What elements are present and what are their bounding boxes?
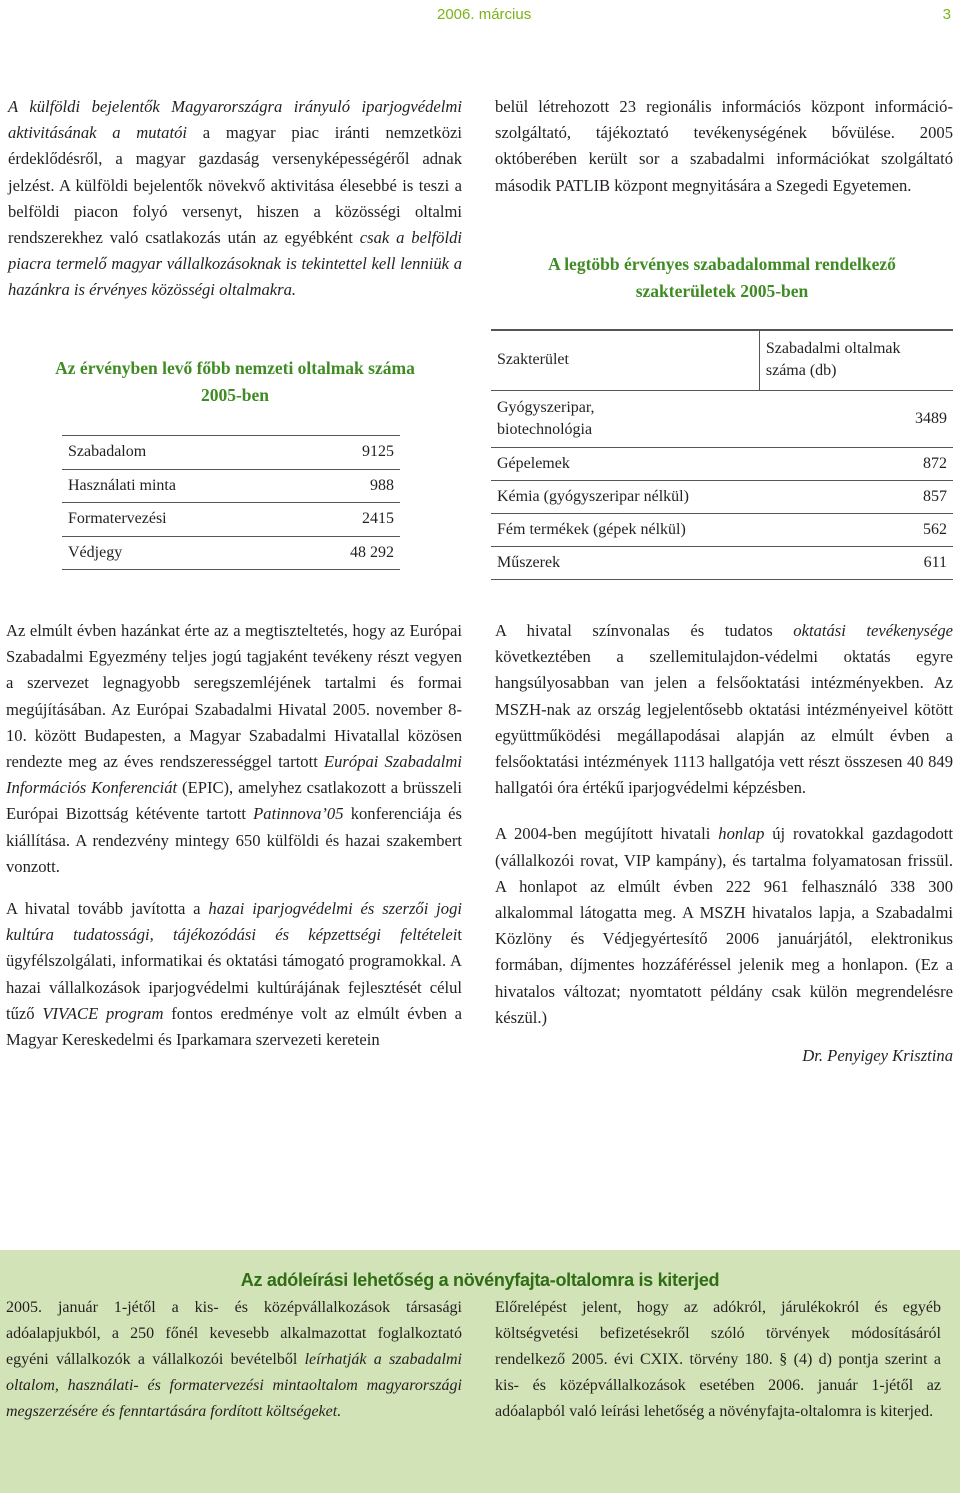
right-bottom-column bbox=[495, 618, 953, 1069]
table-row: Műszerek 611 bbox=[491, 546, 953, 579]
box-title: Az adóleírási lehetőség a növényfajta-oltalomra is kiterjed bbox=[240, 1270, 720, 1290]
table-row: Gépelemek 872 bbox=[491, 447, 953, 480]
table-row: Kémia (gyógyszeripar nélkül) 857 bbox=[491, 480, 953, 513]
left-top-column bbox=[8, 94, 462, 304]
right-top-column bbox=[495, 94, 953, 199]
fields-table bbox=[491, 329, 953, 580]
issue-date: 2006. március bbox=[437, 6, 532, 23]
vivace-paragraph: A hivatal tovább javította a hazai iparjogvédelmi és szerzői jogi kultúra tudatossági, tájékozódási és képzettségi feltételeit ügyfélszolgálati, informatikai és oktatási támogató programokkal. A hazai vállalkozások iparjogvédelmi kultúrájának fejlesztését célul tűző VIVACE program fontos eredménye volt az elmúlt évben a Magyar Kereskedelmi és Iparkamara szervezeti keretein bbox=[6, 899, 462, 1050]
table1-title: Az érvényben levő főbb nemzeti oltalmak száma 2005-ben bbox=[55, 358, 415, 405]
patlib-paragraph: belül létrehozott 23 regionális információs központ információ-szolgáltató, tájékoztató tevékenységének bővülése. 2005 októberében került sor a szabadalmi információkat szolgáltató második PATLIB központ megnyitására a Szegedi Egyetemen. bbox=[495, 97, 953, 195]
table-row: Használati minta 988 bbox=[62, 469, 400, 503]
protections-table bbox=[62, 435, 400, 570]
table-row: Formatervezési 2415 bbox=[62, 503, 400, 537]
intro-paragraph: A külföldi bejelentők Magyarországra irányuló iparjogvédelmi aktivitásának a mutatói a magyar piac iránti nemzetközi érdeklődésről, a magyar gazdaság versenyképességéről adnak jelzést. A külföldi bejelentők növekvő aktivitása élesebbé is teszi a belföldi piacon folyó versenyt, hiszen a közösségi oltalmi rendszerekhez való csatlakozás után az egyébként csak a belföldi piacra termelő magyar vállalkozásoknak is tekintettel kell lenniük a hazánkra is érvényes közösségi oltalmakra. bbox=[8, 97, 462, 300]
table-row: Gyógyszeripar, biotechnológia 3489 bbox=[491, 390, 953, 447]
page-header bbox=[0, 6, 960, 26]
table-row: Szabadalom 9125 bbox=[62, 436, 400, 470]
epic-paragraph: Az elmúlt évben hazánkat érte az a megtiszteltetés, hogy az Európai Szabadalmi Egyezmény teljes jogú tagjaként tevékeny részt vegyen a szervezet legnagyobb seregszemléjének tartalmi és formai megújításában. Az Európai Szabadalmi Hivatal 2005. november 8-10. között Budapesten, a Magyar Szabadalmi Hivatallal közösen rendezte meg az éves rendszerességgel tartott Európai Szabadalmi Információs Konferenciát (EPIC), amelyhez csatlakozott a brüsszeli Európai Bizottság kétévente tartott Patinnova’05 konferenciája és kiállítása. A rendezvény mintegy 650 külföldi és hazai szakembert vonzott. bbox=[6, 621, 463, 876]
table2-title: A legtöbb érvényes szabadalommal rendelkező szakterületek 2005-ben bbox=[548, 254, 896, 301]
box-right-column: Előrelépést jelent, hogy az adókról, járulékokról és egyéb költségvetési befizetésekről szóló törvények módosításáról rendelkező 2005. évi CXIX. törvény 180. § (4) d) pontja szerint a kis- és középvállalkozások esetében 2006. január 1-jétől az adóalapból való leírási lehetőség a növényfajta-oltalomra is kiterjed. bbox=[495, 1299, 941, 1420]
page-number: 3 bbox=[942, 6, 951, 23]
education-paragraph: A hivatal színvonalas és tudatos oktatási tevékenysége következtében a szellemitulajdon-védelmi oktatás egyre hangsúlyosabban van jelen a felsőoktatási intézményekben. Az MSZH-nak az ország legjelentősebb oktatási intézményeivel kötött együttműködési megállapodásai alapján az elmúlt évben a felsőoktatási intézmények 1113 hallgatója vett részt összesen 40 849 hallgatói óra értékű iparjogvédelmi képzésben. bbox=[495, 621, 954, 798]
left-bottom-column bbox=[6, 618, 462, 1053]
website-paragraph: A 2004-ben megújított hivatali honlap új rovatokkal gazdagodott (vállalkozói rovat, VIP kampány), és tartalma folyamatosan frissül. A honlapot az elmúlt évben 222 961 felhasználó 338 300 alkalommal látogatta meg. A MSZH hivatalos lapja, a Szabadalmi Közlöny és Védjegyértesítő 2006 januárjától, elektronikus formában, díjmentes hozzáféréssel jelenik meg a honlapon. (Ez a hivatalos változat; nyomtatott példány csak külön megrendelésre készül.) bbox=[495, 824, 953, 1027]
table-row: Védjegy 48 292 bbox=[62, 536, 400, 570]
box-left-column: 2005. január 1-jétől a kis- és középvállalkozások társasági adóalapjukból, a 250 főnél kevesebb alkalmazottat foglalkoztató egyéni vállalkozók a vállalkozói bevételből leírhatják a szabadalmi oltalom, használati- és formatervezési mintaoltalom magyarországi megszerzésére és fenntartására fordított költségeket. bbox=[6, 1299, 462, 1420]
author-signature: Dr. Penyigey Krisztina bbox=[802, 1046, 953, 1066]
table-row: Fém termékek (gépek nélkül) 562 bbox=[491, 513, 953, 546]
tax-info-box bbox=[0, 1250, 960, 1493]
table-header-row: Szakterület Szabadalmi oltalmak száma (db) bbox=[491, 330, 953, 390]
